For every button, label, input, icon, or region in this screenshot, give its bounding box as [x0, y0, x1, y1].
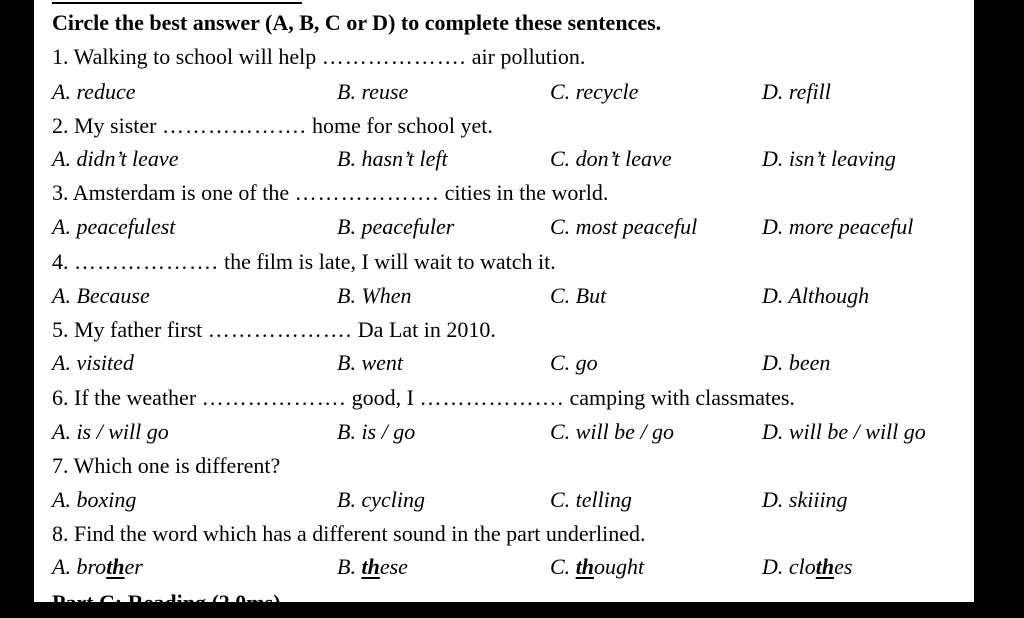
option-b[interactable]: B. hasn’t left [337, 146, 448, 171]
option-d[interactable]: D. Although [762, 283, 870, 308]
option-text: A. bro [52, 554, 107, 579]
options-6 [52, 415, 972, 449]
option-a[interactable]: A. visited [52, 350, 134, 375]
option-text: D. clo [762, 554, 816, 579]
question-3 [52, 176, 608, 210]
option-d[interactable]: D. skiiing [762, 487, 848, 512]
option-d[interactable]: D. been [762, 350, 831, 375]
options-4 [52, 279, 972, 313]
part-c-heading: Part C: Reading (2.0ms) [52, 590, 281, 615]
question-text: air pollution. [466, 44, 586, 69]
option-text: es [834, 554, 853, 579]
question-number: 1. [52, 44, 69, 69]
question-number: 3. [52, 180, 69, 205]
question-number: 7. [52, 453, 69, 478]
option-c[interactable]: C. recycle [550, 79, 639, 104]
underlined-part: th [575, 554, 595, 579]
question-number: 2. [52, 113, 69, 138]
options-5 [52, 346, 972, 380]
option-text: ought [594, 554, 645, 579]
option-c[interactable]: C. most peaceful [550, 214, 698, 239]
question-text: Find the word which has a different sound in the part underlined. [74, 521, 646, 546]
option-a[interactable]: A. reduce [52, 79, 136, 104]
underlined-part: th [815, 554, 835, 579]
question-text: cities in the world. [439, 180, 609, 205]
option-a[interactable] [52, 550, 143, 584]
option-d[interactable]: D. refill [762, 79, 831, 104]
option-c[interactable]: C. telling [550, 487, 632, 512]
underlined-part: th [106, 554, 125, 579]
answer-blank: ………………. [74, 249, 219, 274]
option-b[interactable]: B. cycling [337, 487, 425, 512]
option-d[interactable]: D. more peaceful [762, 214, 914, 239]
option-b[interactable] [337, 550, 408, 584]
option-a[interactable]: A. peacefulest [52, 214, 176, 239]
option-a[interactable]: A. is / will go [52, 419, 169, 444]
option-c[interactable]: C. But [550, 283, 607, 308]
question-text: Da Lat in 2010. [352, 317, 496, 342]
answer-blank: ………………. [207, 317, 353, 342]
answer-blank: ………………. [419, 385, 564, 410]
question-text: Which one is different? [73, 453, 281, 478]
options-2 [52, 142, 972, 176]
question-5 [52, 313, 496, 347]
option-c[interactable]: C. go [550, 350, 598, 375]
option-c[interactable]: C. don’t leave [550, 146, 672, 171]
options-1 [52, 75, 972, 109]
question-text: My father first [74, 317, 208, 342]
option-b[interactable]: B. went [337, 350, 403, 375]
option-text: C. [550, 554, 576, 579]
question-text: Walking to school will help [73, 44, 322, 69]
question-2 [52, 109, 493, 143]
question-text: My sister [74, 113, 162, 138]
question-number: 5. [52, 317, 69, 342]
question-text: camping with classmates. [563, 385, 795, 410]
question-6 [52, 381, 795, 415]
option-text: B. [337, 554, 362, 579]
question-text: Amsterdam is one of the [72, 180, 295, 205]
top-rule [52, 2, 302, 4]
option-text: ese [379, 554, 408, 579]
options-8 [52, 550, 972, 584]
option-a[interactable]: A. Because [52, 283, 150, 308]
answer-blank: ………………. [162, 113, 307, 138]
question-8 [52, 517, 645, 551]
option-d[interactable]: D. will be / will go [762, 419, 926, 444]
question-1 [52, 40, 585, 74]
question-number: 8. [52, 521, 69, 546]
answer-blank: ………………. [294, 180, 440, 205]
options-3 [52, 210, 972, 244]
option-c[interactable] [550, 550, 644, 584]
instruction-heading: Circle the best answer (A, B, C or D) to complete these sentences. [52, 10, 662, 35]
option-a[interactable]: A. boxing [52, 487, 137, 512]
option-c[interactable]: C. will be / go [550, 419, 675, 444]
answer-blank: ………………. [321, 44, 467, 69]
option-b[interactable]: B. When [337, 283, 412, 308]
question-number: 4. [52, 249, 69, 274]
question-text: If the weather [74, 385, 202, 410]
question-text: home for school yet. [306, 113, 493, 138]
question-text: good, I [346, 385, 420, 410]
option-a[interactable]: A. didn’t leave [52, 146, 179, 171]
option-b[interactable]: B. reuse [337, 79, 409, 104]
worksheet-page [34, 0, 974, 615]
question-number: 6. [52, 385, 69, 410]
option-b[interactable]: B. is / go [337, 419, 416, 444]
option-d[interactable] [762, 550, 852, 584]
underlined-part: th [361, 554, 380, 579]
answer-blank: ………………. [201, 385, 347, 410]
question-text: the film is late, I will wait to watch it. [218, 249, 556, 274]
option-b[interactable]: B. peacefuler [337, 214, 455, 239]
option-d[interactable]: D. isn’t leaving [762, 146, 896, 171]
options-7 [52, 483, 972, 517]
question-4 [52, 245, 556, 279]
question-7 [52, 449, 280, 483]
option-text: er [124, 554, 143, 579]
